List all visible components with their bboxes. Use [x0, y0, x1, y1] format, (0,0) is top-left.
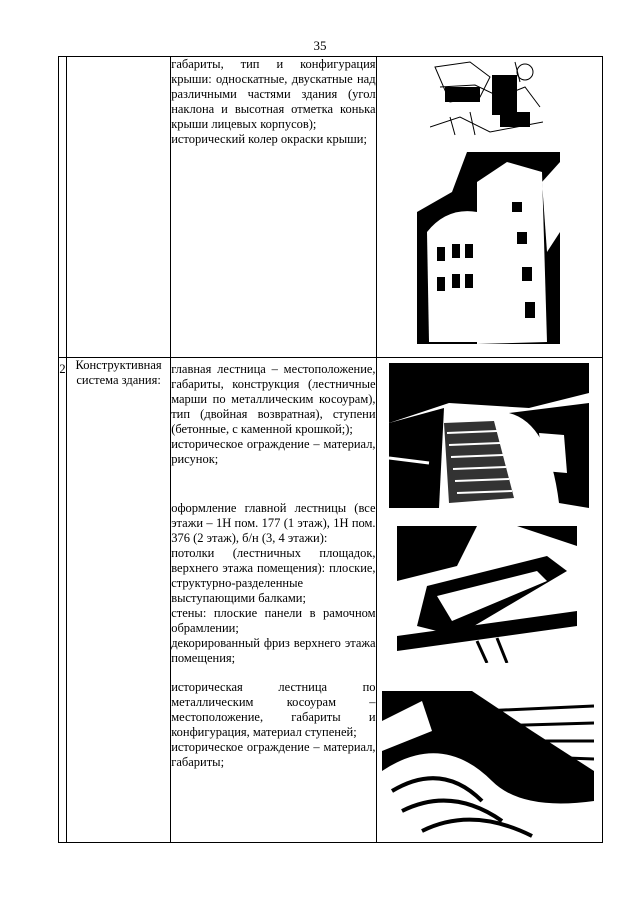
row-title [67, 57, 171, 358]
description-paragraph: исторический колер окраски крыши; [171, 132, 367, 146]
photo-cell [376, 57, 602, 358]
photo-cell [376, 358, 602, 843]
row-description [171, 358, 376, 843]
roof-plan-photo [430, 57, 543, 137]
table-row-roof [59, 57, 603, 358]
building-corner-photo [417, 152, 560, 344]
description-paragraph: габариты, тип и конфигурация крыши: односкатные, двускатные над различными частями здания (угол наклона и высотная отметка конька крыши лицевых корпусов); [171, 57, 376, 131]
row-number [59, 57, 67, 358]
description-paragraph: стены: плоские панели в рамочном обрамлении; [171, 606, 376, 635]
description-paragraph: декорированный фриз верхнего этажа помещения; [171, 636, 376, 665]
metal-stair-photo [382, 691, 594, 841]
heritage-table [58, 56, 603, 843]
description-paragraph: потолки (лестничных площадок, верхнего этажа помещения): плоские, структурно-разделенные выступающими балками; [171, 546, 376, 605]
description-paragraph: историческая лестница по металлическим косоурам – местоположение, габариты и конфигурация, материал ступеней; [171, 680, 376, 739]
description-paragraph: главная лестница – местоположение, габариты, конструкция (лестничные марши по металлическим косоурам), тип (двойная возвратная), ступени (бетонные, с каменной крошкой;); [171, 362, 376, 436]
row-number: 2 [59, 358, 67, 843]
main-staircase-photo [389, 363, 589, 508]
row-title: Конструктивная система здания: [67, 358, 171, 843]
description-paragraph: историческое ограждение – материал, рисунок; [171, 437, 376, 466]
description-paragraph: историческое ограждение – материал, габариты; [171, 740, 376, 769]
description-paragraph: оформление главной лестницы (все этажи – 1Н пом. 177 (1 этаж), 1Н пом. 376 (2 этаж), б/н (3, 4 этажи): [171, 501, 376, 545]
ceiling-photo [397, 526, 577, 663]
row-description [171, 57, 376, 358]
table-row-structure [59, 358, 603, 843]
page-number: 35 [313, 38, 327, 53]
